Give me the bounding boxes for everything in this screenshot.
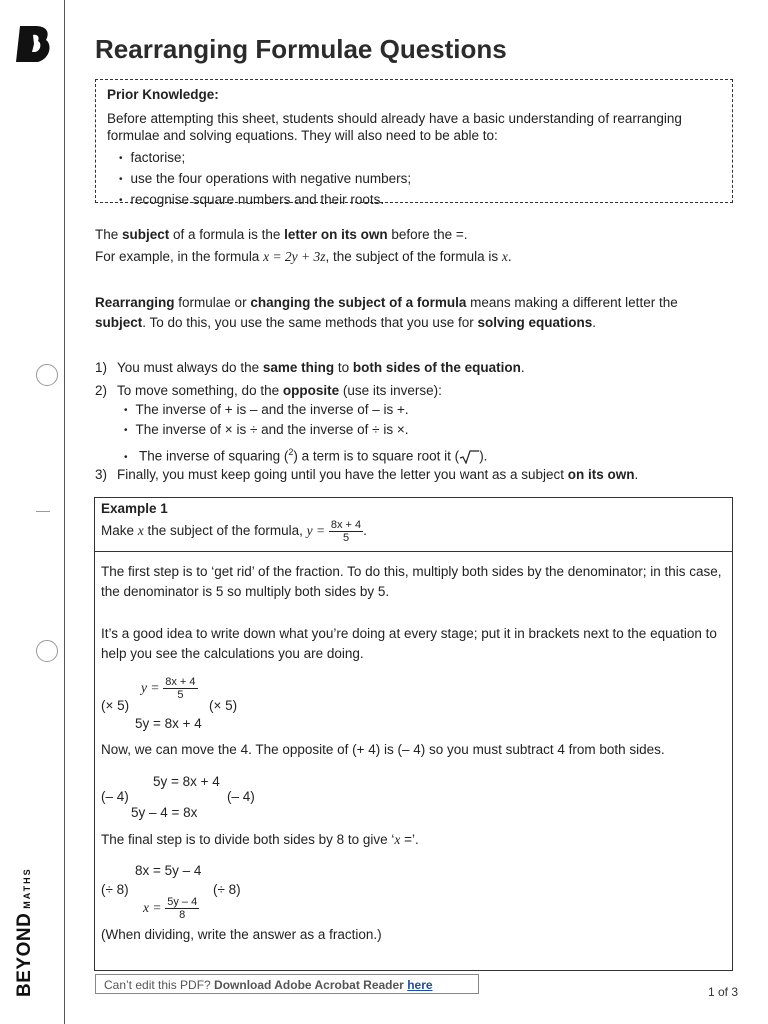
example-heading: Example 1	[101, 501, 168, 516]
rearranging-explanation: Rearranging formulae or changing the subject of a formula means making a different letter the subject. To do this, you use the same methods that you use for solving equations.	[95, 295, 678, 330]
fold-mark	[36, 511, 50, 512]
inverse-square: • The inverse of squaring ($^2$) a term is to square root it ( ).	[124, 442, 487, 469]
list-item: • use the four operations with negative numbers;	[119, 168, 722, 189]
step-2: 2) To move something, do the opposite (use its inverse):	[95, 383, 442, 398]
divider	[95, 551, 732, 552]
step-explanation-1: The first step is to ‘get rid’ of the fraction. To do this, multiply both sides by the denominator; in this case, the denominator is 5 so multiply both sides by 5.	[101, 564, 722, 599]
inverse-add-subtract: • The inverse of + is – and the inverse of – is +.	[124, 400, 409, 422]
inverse-multiply-divide: • The inverse of × is ÷ and the inverse of ÷ is ×.	[124, 420, 408, 442]
beyond-logo-icon	[14, 24, 54, 64]
operation-label: (– 4)	[227, 789, 255, 804]
prior-knowledge-list	[107, 147, 722, 210]
example-1-box	[94, 497, 733, 971]
list-item: • factorise;	[119, 147, 722, 168]
punch-hole	[36, 364, 58, 386]
operation-label: (÷ 8)	[101, 882, 129, 897]
square-root-icon	[459, 450, 479, 464]
list-item: • recognise square numbers and their roots.	[119, 189, 722, 210]
step-3: 3) Finally, you must keep going until you have the letter you want as a subject on its own.	[95, 467, 639, 482]
working-1-equation: y = $\frac{8x + 4}{5}$	[141, 676, 196, 701]
working-1-result: 5y = 8x + 4	[135, 716, 202, 731]
working-3-result: x = $\frac{5y - 4}{8}$	[143, 896, 198, 921]
step-explanation-2: It’s a good idea to write down what you’re doing at every stage; put it in brackets next to the equation to help you see the calculations you are doing.	[101, 626, 717, 661]
question-fraction: $\frac{8x + 4}{5}$	[330, 519, 362, 544]
step-1: 1) You must always do the same thing to both sides of the equation.	[95, 360, 525, 375]
margin-line	[64, 0, 65, 1024]
prior-knowledge-heading: Prior Knowledge:	[107, 87, 219, 102]
punch-hole	[36, 640, 58, 662]
brand-wordmark: BEYONDMATHS	[14, 867, 35, 997]
working-2-result: 5y – 4 = 8x	[131, 805, 198, 820]
operation-label: (× 5)	[101, 698, 130, 713]
prior-knowledge-intro: Before attempting this sheet, students should already have a basic understanding of rearranging formulae and solving equations. They will also need to be able to:	[107, 111, 682, 143]
page-number: 1 of 3	[708, 985, 739, 999]
prior-knowledge-box	[95, 79, 733, 207]
page-title: Rearranging Formulae Questions	[95, 34, 507, 64]
step-explanation-3: Now, we can move the 4. The opposite of (+ 4) is (– 4) so you must subtract 4 from both sides.	[101, 742, 665, 757]
operation-label: (÷ 8)	[213, 882, 241, 897]
acrobat-notice: Can’t edit this PDF? Download Adobe Acrobat Reader here	[95, 974, 479, 994]
example-question: Make x the subject of the formula, y = $\frac{8x + 4}{5}$ .	[101, 519, 367, 544]
subject-example: For example, in the formula x = 2y + 3z, the subject of the formula is x.	[95, 249, 512, 264]
subject-definition: The subject of a formula is the letter on its own before the =.	[95, 227, 468, 242]
operation-label: (× 5)	[209, 698, 238, 713]
working-2-equation: 5y = 8x + 4	[153, 774, 220, 789]
dividing-note: (When dividing, write the answer as a fraction.)	[101, 927, 382, 942]
operation-label: (– 4)	[101, 789, 129, 804]
acrobat-download-link[interactable]: here	[407, 978, 433, 992]
step-explanation-4: The final step is to divide both sides by 8 to give ‘x =’.	[101, 832, 419, 847]
working-3-equation: 8x = 5y – 4	[135, 863, 202, 878]
